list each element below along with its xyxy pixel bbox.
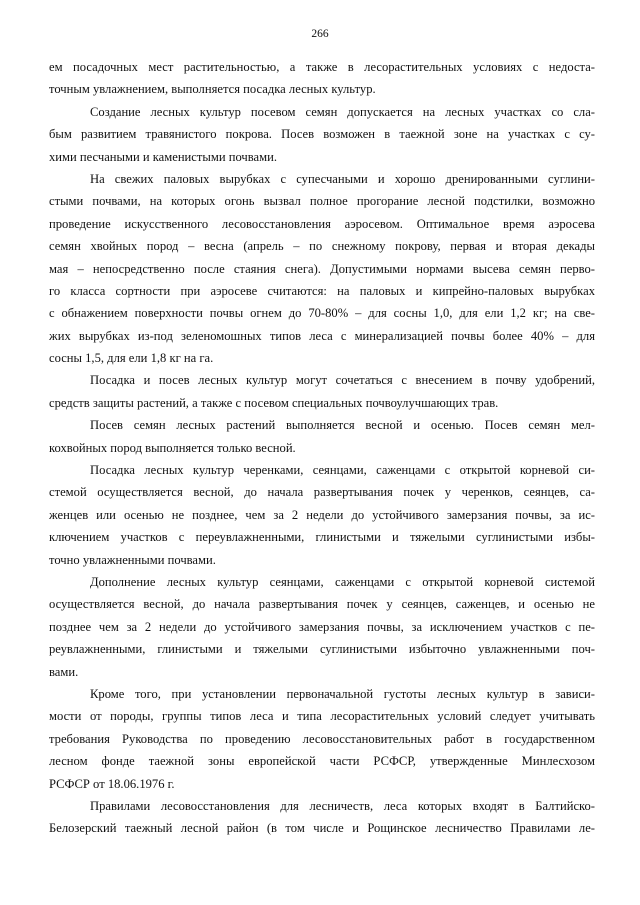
text-line: точно увлажненными почвами. xyxy=(49,552,216,567)
text-line: кохвойных пород выполняется только весной. xyxy=(49,440,296,455)
text-line: мости от породы, группы типов леса и типа лесорастительных условий следует учитывать xyxy=(49,709,595,724)
text-line: РСФСР от 18.06.1976 г. xyxy=(49,776,175,791)
text-line: жих вырубках из-под зеленомошных типов леса с минерализацией почвы более 40% – для xyxy=(49,328,595,343)
paragraph xyxy=(49,369,595,414)
text-line: женцев или осенью не позднее, чем за 2 недели до устойчивого замерзания почвы, за ис- xyxy=(49,507,595,522)
text-line: хими песчаными и каменистыми почвами. xyxy=(49,149,277,164)
text-line: точным увлажнением, выполняется посадка лесных культур. xyxy=(49,82,376,97)
text-line: го класса сортности при аэросеве считаются: на паловых и кипрейно-паловых вырубках xyxy=(49,283,595,298)
paragraph xyxy=(49,571,595,683)
text-line: Дополнение лесных культур сеянцами, саженцами с открытой корневой системой xyxy=(90,574,595,589)
paragraph xyxy=(49,683,595,795)
text-line: вами. xyxy=(49,664,79,679)
text-line: Правилами лесовосстановления для лесничеств, леса которых входят в Балтийско- xyxy=(90,798,595,813)
text-line: ем посадочных мест растительностью, а также в лесорастительных условиях с недоста- xyxy=(49,60,595,74)
text-line: ключением участков с переувлажненными, глинистыми и тяжелыми суглинистыми избы- xyxy=(49,530,595,545)
text-line: мая – непосредственно после стаяния снега). Допустимыми нормами высева семян перво- xyxy=(49,261,595,276)
text-line: На свежих паловых вырубках с супесчаными и хорошо дренированными суглини- xyxy=(90,171,595,186)
text-line: стыми почвами, на которых огонь вызвал полное прогорание лесной подстилки, возможно xyxy=(49,194,595,209)
text-line: Кроме того, при установлении первоначальной густоты лесных культур в зависи- xyxy=(90,686,595,701)
text-line: осуществляется весной, до начала развертывания почек у сеянцев, саженцев, и осенью не xyxy=(49,597,595,612)
text-line: средств защиты растений, а также с посевом специальных почвоулучшающих трав. xyxy=(49,395,499,410)
paragraph xyxy=(49,168,595,370)
paragraph xyxy=(49,414,595,459)
text-line: бым развитием травянистого покрова. Посев возможен в таежной зоне на участках с су- xyxy=(49,127,595,142)
paragraph xyxy=(49,101,595,168)
text-line: Создание лесных культур посевом семян допускается на лесных участках со сла- xyxy=(90,104,595,119)
text-line: позднее чем за 2 недели до устойчивого замерзания почвы, за исключением участков с пе- xyxy=(49,619,595,634)
paragraph xyxy=(49,795,595,840)
text-line: реувлажненными, глинистыми и тяжелыми суглинистыми избыточно увлажненными поч- xyxy=(49,642,595,657)
paragraph xyxy=(49,56,595,101)
text-line: Посадка лесных культур черенками, сеянцами, саженцами с открытой корневой си- xyxy=(90,463,595,478)
text-line: лесном фонде таежной зоны европейской части РСФСР, утвержденные Минлесхозом xyxy=(49,754,595,769)
text-line: стемой осуществляется весной, до начала развертывания почек у черенков, сеянцев, са- xyxy=(49,485,595,500)
paragraph xyxy=(49,459,595,571)
text-line: Посев семян лесных растений выполняется весной и осенью. Посев семян мел- xyxy=(90,418,595,433)
page-number: 266 xyxy=(311,28,329,40)
text-line: семян хвойных пород – весна (апрель – по снежному покрову, первая и вторая декады xyxy=(49,239,595,254)
text-line: Посадка и посев лесных культур могут сочетаться с внесением в почву удобрений, xyxy=(90,373,595,388)
text-line: проведение искусственного лесовосстановления аэросевом. Оптимальное время аэросева xyxy=(49,216,595,231)
text-line: с обнажением поверхности почвы огнем до 70-80% – для сосны 1,0, для ели 1,2 кг; на све- xyxy=(49,306,595,321)
text-line: Белозерский таежный лесной район (в том числе и Рощинское лесничество Правилами ле- xyxy=(49,821,595,836)
text-line: требования Руководства по проведению лесовосстановительных работ в государственном xyxy=(49,731,595,746)
text-line: сосны 1,5, для ели 1,8 кг на га. xyxy=(49,351,214,366)
document-body xyxy=(49,56,595,840)
